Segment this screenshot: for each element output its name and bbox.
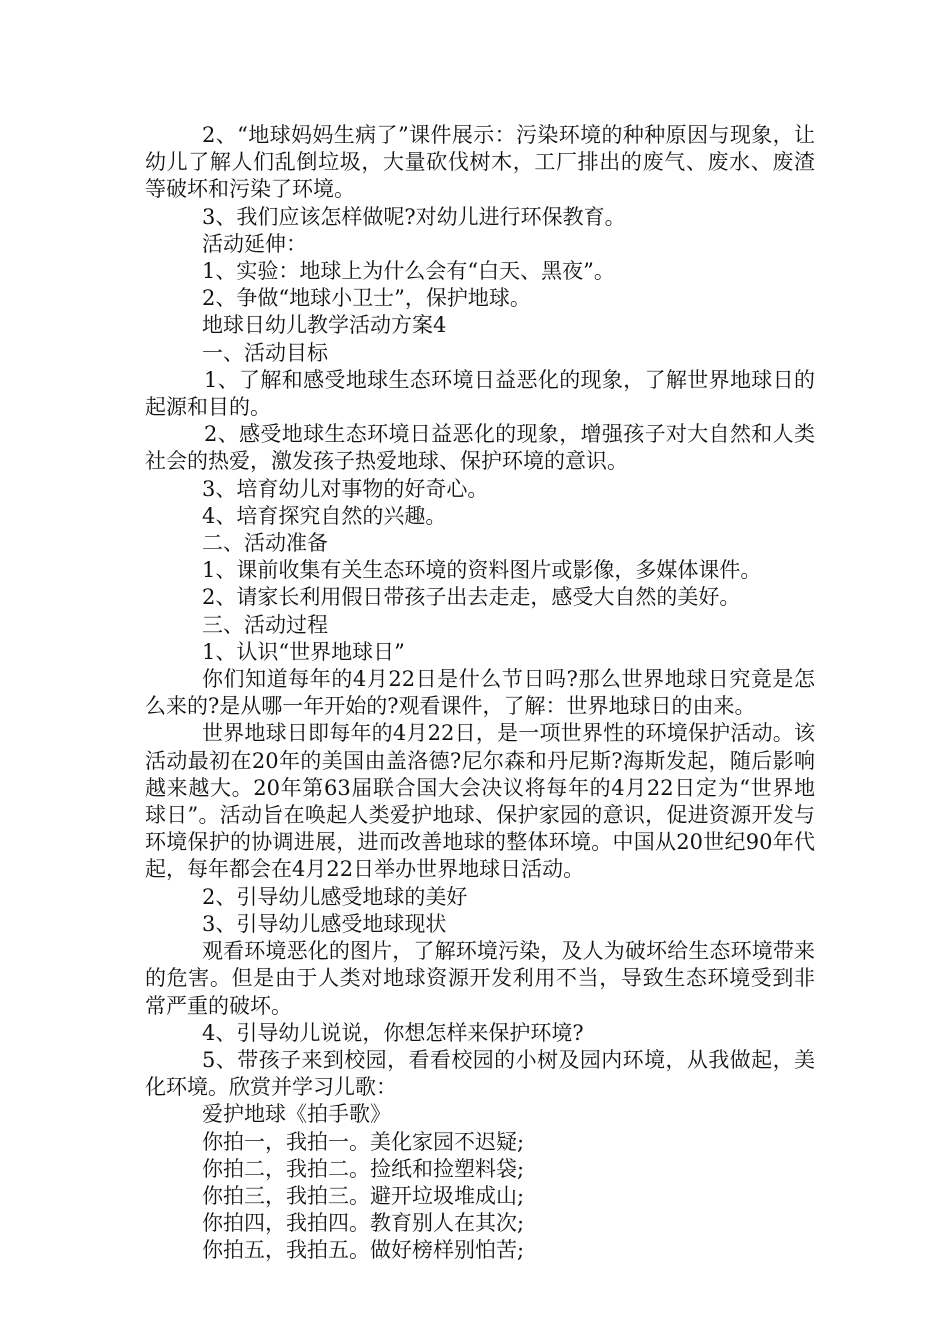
paragraph: 5、带孩子来到校园，看看校园的小树及园内环境，从我做起，美化环境。欣赏并学习儿歌： — [145, 1047, 815, 1100]
paragraph: 观看环境恶化的图片，了解环境污染，及人为破坏给生态环境带来的危害。但是由于人类对地球资源开发利用不当，导致生态环境受到非常严重的破坏。 — [145, 939, 815, 1018]
paragraph: 世界地球日即每年的4月22日，是一项世界性的环境保护活动。该活动最初在20年的美国由盖洛德?尼尔森和丹尼斯?海斯发起，随后影响越来越大。20年第63届联合国大会决议将每年的4月22日定为“世界地球日”。活动旨在唤起人类爱护地球、保护家园的意识，促进资源开发与环境保护的协调进展，进而改善地球的整体环境。中国从20世纪90年代起，每年都会在4月22日举办世界地球日活动。 — [145, 721, 815, 882]
song-line: 你拍一，我拍一。美化家园不迟疑; — [202, 1129, 525, 1154]
paragraph: 你们知道每年的4月22日是什么节日吗?那么世界地球日究竟是怎么来的?是从哪一年开始的?观看课件，了解：世界地球日的由来。 — [145, 667, 815, 719]
song-title: 爱护地球《拍手歌》 — [202, 1102, 391, 1127]
paragraph: 2、请家长利用假日带孩子出去走走，感受大自然的美好。 — [202, 585, 741, 610]
document-body — [145, 122, 815, 1265]
section-heading: 一、活动目标 — [202, 340, 328, 365]
paragraph: 2、“地球妈妈生病了”课件展示：污染环境的种种原因与现象，让幼儿了解人们乱倒垃圾，大量砍伐树木，工厂排出的废气、废水、废渣等破坏和污染了环境。 — [145, 123, 815, 202]
paragraph: 1、课前收集有关生态环境的资料图片或影像，多媒体课件。 — [202, 558, 762, 583]
song-line: 你拍五，我拍五。做好榜样别怕苦; — [202, 1238, 525, 1263]
paragraph: 1、认识“世界地球日” — [202, 639, 405, 664]
section-label: 活动延伸： — [202, 231, 307, 256]
section-heading: 二、活动准备 — [202, 531, 328, 556]
plan-title: 地球日幼儿教学活动方案4 — [202, 313, 447, 338]
paragraph: 4、引导幼儿说说，你想怎样来保护环境? — [202, 1020, 584, 1045]
paragraph: 3、我们应该怎样做呢?对幼儿进行环保教育。 — [202, 204, 626, 229]
section-heading: 三、活动过程 — [202, 612, 328, 637]
paragraph: 3、引导幼儿感受地球现状 — [202, 911, 447, 936]
paragraph: 3、培育幼儿对事物的好奇心。 — [202, 476, 489, 501]
paragraph: 2、引导幼儿感受地球的美好 — [202, 884, 468, 909]
paragraph: 2、争做“地球小卫士”，保护地球。 — [202, 286, 531, 311]
song-line: 你拍二，我拍二。捡纸和捡塑料袋; — [202, 1156, 525, 1181]
paragraph: 1、实验：地球上为什么会有“白天、黑夜”。 — [202, 259, 615, 284]
paragraph: 1、了解和感受地球生态环境日益恶化的现象，了解世界地球日的起源和目的。 — [145, 367, 815, 420]
song-line: 你拍四，我拍四。教育别人在其次; — [202, 1211, 525, 1236]
paragraph: 2、感受地球生态环境日益恶化的现象，增强孩子对大自然和人类社会的热爱，激发孩子热爱地球、保护环境的意识。 — [145, 422, 815, 474]
paragraph: 4、培育探究自然的兴趣。 — [202, 503, 447, 528]
song-line: 你拍三，我拍三。避开垃圾堆成山; — [202, 1183, 525, 1208]
